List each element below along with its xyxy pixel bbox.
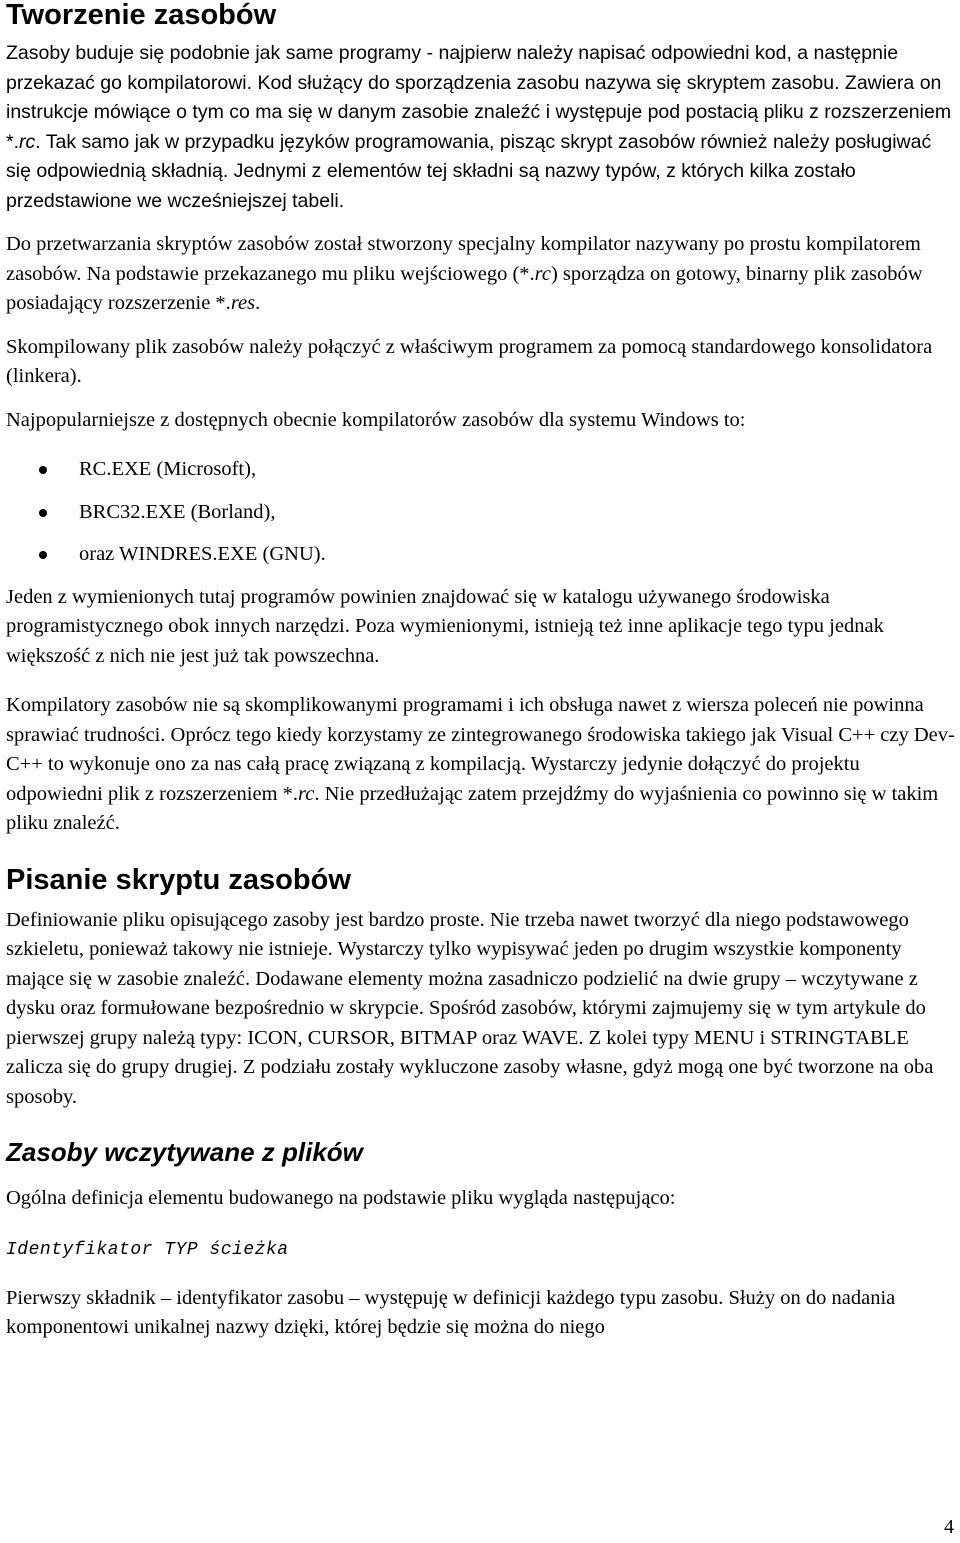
compiler-list [6,455,956,570]
p6-ext: rc [298,782,315,805]
list-item-label: oraz WINDRES.EXE (GNU). [79,543,326,565]
list-item [6,540,956,570]
intro-paragraph-4: Najpopularniejsze z dostępnych obecnie kompilatorów zasobów dla systemu Windows to: [6,408,746,431]
section2-paragraph-1: Definiowanie pliku opisującego zasoby jest bardzo proste. Nie trzeba nawet tworzyć dla niego podstawowego szkieletu, ponieważ takowy nie istnieje. Wystarczy tylko wypisywać jeden po drugim wszystkie komponenty mające się w zasobie znaleźć. Dodawane elementy można zasadniczo podzielić na dwie grupy – wczytywane z dysku oraz formułowane bezpośrednio w skrypcie. Spośród zasobów, którymi zajmujemy się w tym artykule do pierwszej grupy należą typy: ICON, CURSOR, BITMAP oraz WAVE. Z kolei typy MENU i STRINGTABLE zalicza się do grupy drugiej. Z podziału zostały wykluczone zasoby własne, gdyż mogą one być tworzone na oba sposoby. [6,908,934,1108]
list-item-label: RC.EXE (Microsoft), [79,458,257,480]
intro-p2-text-b: ) sporządza on gotowy, binarny plik zasobów posiadający rozszerzenie *. [6,262,923,314]
heading-zasoby-wczytywane: Zasoby wczytywane z plików [6,1137,363,1167]
intro-p2-text-c: . [255,292,261,314]
p6-text-a: Kompilatory zasobów nie są skomplikowanymi programami i ich obsługa nawet z wiersza poleceń nie powinna sprawiać trudności. Oprócz tego kiedy korzystamy ze zintegrowanego środowiska takiego jak Visual C++ czy Dev-C++ to wykonuje ono za nas całą pracę związaną z kompilacją. Wystarczy jedynie dołączyć do projektu odpowiedni plik z rozszerzeniem *. [6,694,955,805]
intro-p1-text-a: Zasoby buduje się podobnie jak same programy - najpierw należy napisać odpowiedni kod, a następnie przekazać go kompilatorowi. Kod służący do sporządzenia zasobu nazywa się skryptem zasobu. Zawiera on instrukcje mówiące o tym co ma się w danym zasobie znaleźć i występuje pod postacią pliku z rozszerzeniem *. [6,42,952,153]
intro-p1-ext: rc [19,130,36,153]
intro-p1-text-b: . Tak samo jak w przypadku języków programowania, pisząc skrypt zasobów również należy posługiwać się odpowiednią składnią. Jednymi z elementów tej składni są nazwy typów, z których kilka zostało przedstawione we wcześniejszej tabeli. [6,130,932,212]
intro-paragraph-1 [6,39,956,216]
paragraph-5: Jeden z wymienionych tutaj programów powinien znajdować się w katalogu używanego środowiska programistycznego obok innych narzędzi. Poza wymienionymi, istnieją też inne aplikacje tego typu jednak większość z nich nie jest już tak powszechna. [6,585,884,667]
document-page [6,0,956,1343]
list-item [6,498,956,528]
intro-p2-ext1: rc [534,262,551,285]
intro-paragraph-2 [6,230,956,319]
bullet-icon [39,509,47,517]
bullet-icon [39,466,47,474]
list-item [6,455,956,485]
subsection-paragraph-2: Pierwszy składnik – identyfikator zasobu – występuję w definicji każdego typu zasobu. Służy on do nadania komponentowi unikalnej nazwy dzięki, której będzie się można do niego [6,1286,896,1338]
intro-paragraph-3: Skompilowany plik zasobów należy połączyć z właściwym programem za pomocą standardowego konsolidatora (linkera). [6,335,933,387]
intro-p2-text-a: Do przetwarzania skryptów zasobów został stworzony specjalny kompilator nazywany po prostu kompilatorem zasobów. Na podstawie przekazanego mu pliku wejściowego (*. [6,233,921,285]
heading-tworzenie-zasobow: Tworzenie zasobów [6,0,277,31]
bullet-icon [39,551,47,559]
paragraph-6 [6,691,956,839]
intro-p2-ext2: res [230,292,256,314]
code-definition: Identyfikator TYP ścieżka [6,1239,289,1260]
subsection-paragraph-1: Ogólna definicja elementu budowanego na podstawie pliku wygląda następująco: [6,1187,676,1209]
list-item-label: BRC32.EXE (Borland), [79,500,276,523]
page-number: 4 [944,1516,954,1538]
heading-pisanie-skryptu: Pisanie skryptu zasobów [6,863,351,896]
p6-text-b: . Nie przedłużając zatem przejdźmy do wyjaśnienia co powinno się w takim pliku znaleźć. [6,782,939,834]
